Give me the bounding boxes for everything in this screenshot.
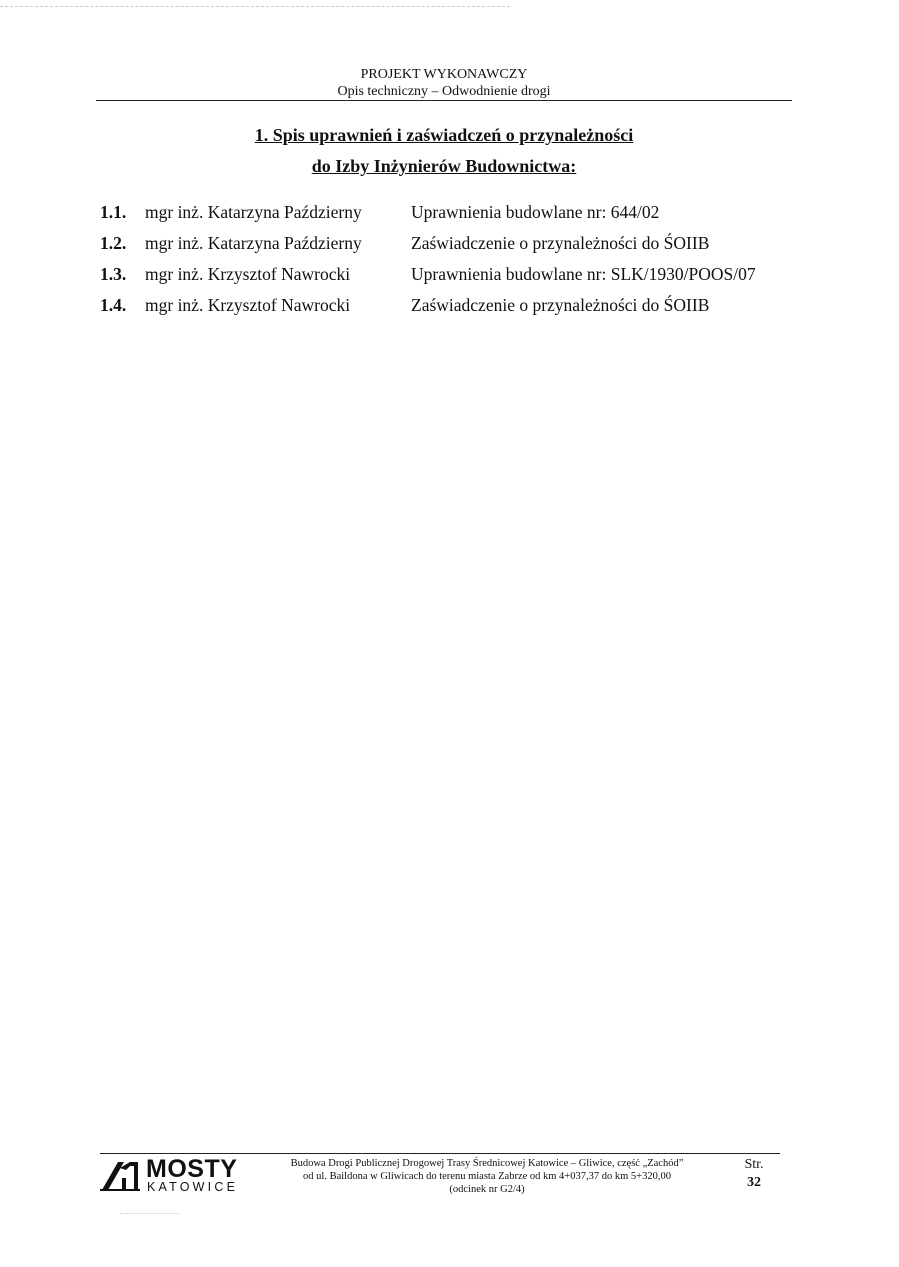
item-person: mgr inż. Krzysztof Nawrocki	[145, 264, 351, 284]
section-title: 1. Spis uprawnień i zaświadczeń o przynależności	[254, 125, 634, 145]
item-number: 1.2.	[100, 233, 127, 253]
scan-edge-line	[0, 6, 510, 7]
item-person: mgr inż. Katarzyna Październy	[145, 202, 362, 222]
page-number: 32	[747, 1175, 761, 1190]
list-item	[100, 231, 800, 262]
bridge-logo-icon	[100, 1158, 142, 1192]
item-number: 1.3.	[100, 264, 127, 284]
project-line: (odcinek nr G2/4)	[449, 1184, 525, 1195]
page-label: Str.	[744, 1157, 764, 1172]
header-title: PROJEKT WYKONAWCZY	[360, 67, 528, 82]
credentials-list	[100, 200, 800, 324]
project-line: od ul. Baildona w Gliwicach do terenu miasta Zabrze od km 4+037,37 do km 5+320,00	[303, 1171, 671, 1182]
header-subtitle: Opis techniczny – Odwodnienie drogi	[337, 84, 551, 99]
logo-brand: MOSTY	[146, 1155, 238, 1183]
project-description	[258, 1157, 716, 1196]
item-document: Uprawnienia budowlane nr: 644/02	[411, 202, 660, 222]
item-document: Zaświadczenie o przynależności do ŚOIIB	[411, 233, 710, 253]
logo-city: KATOWICE	[147, 1180, 239, 1194]
item-person: mgr inż. Katarzyna Październy	[145, 233, 362, 253]
item-number: 1.4.	[100, 295, 127, 315]
header-divider	[96, 100, 792, 101]
footer-divider	[100, 1153, 780, 1154]
item-number: 1.1.	[100, 202, 127, 222]
list-item	[100, 262, 800, 293]
list-item	[100, 200, 800, 231]
list-item	[100, 293, 800, 324]
item-person: mgr inż. Krzysztof Nawrocki	[145, 295, 351, 315]
page-number-box	[738, 1157, 770, 1191]
project-line: Budowa Drogi Publicznej Drogowej Trasy Średnicowej Katowice – Gliwice, część „Zachód”	[290, 1158, 684, 1169]
company-logo	[100, 1156, 250, 1196]
page-header	[96, 66, 792, 100]
section-title-continued: do Izby Inżynierów Budownictwa:	[311, 156, 577, 176]
item-document: Zaświadczenie o przynależności do ŚOIIB	[411, 295, 710, 315]
item-document: Uprawnienia budowlane nr: SLK/1930/POOS/07	[411, 264, 756, 284]
scan-artifact	[120, 1213, 180, 1214]
